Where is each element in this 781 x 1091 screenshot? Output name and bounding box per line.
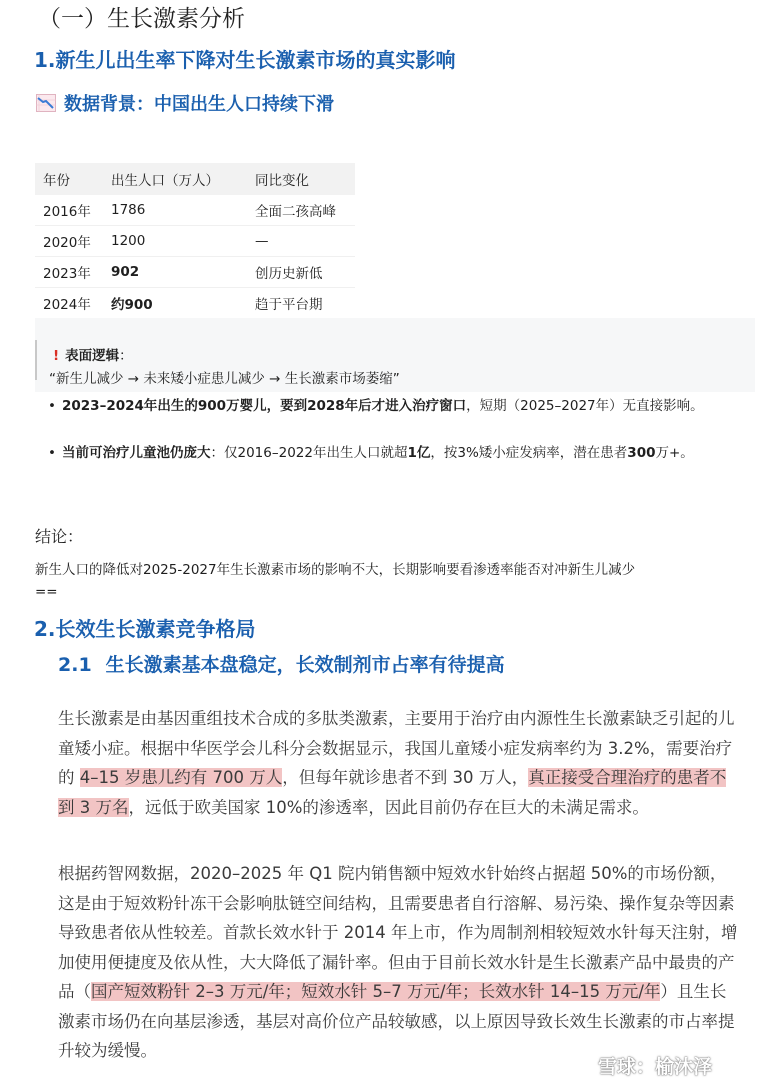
table-cell: 约900 — [103, 288, 247, 319]
bullet-bold: 300 — [627, 445, 656, 461]
table-cell: 902 — [103, 257, 247, 288]
bullet-text: 万+。 — [655, 445, 694, 461]
paragraph-long-acting — [58, 859, 738, 1066]
quote-text: “新生儿减少 → 未来矮小症患儿减少 → 生长激素市场萎缩” — [49, 371, 400, 387]
exclamation-icon: ! — [53, 348, 60, 364]
table-row — [35, 257, 355, 288]
table-cell: 全面二孩高峰 — [247, 195, 355, 226]
birth-population-table — [35, 163, 355, 319]
data-background-heading — [36, 90, 334, 116]
conclusion-text: 新生人口的降低对2025-2027年生长激素市场的影响不大，长期影响要看渗透率能否对冲新生儿减少 — [35, 562, 636, 578]
table-row — [35, 288, 355, 319]
watermark: 雪球：榆沐泽 — [598, 1056, 713, 1078]
subheading-number: 2.1 — [58, 654, 92, 676]
highlight-prices: 国产短效粉针 2–3 万元/年；短效水针 5–7 万元/年；长效水针 14–15 万元/年 — [91, 982, 661, 1001]
subheading-2-1 — [58, 650, 505, 677]
bullet-bold: 1亿 — [407, 445, 431, 461]
table-header: 同比变化 — [247, 163, 355, 195]
table-row — [35, 195, 355, 226]
quote-title-suffix: ： — [119, 348, 133, 364]
section-title: （一）生长激素分析 — [38, 6, 245, 32]
bullet-text: ，短期（2025–2027年）无直接影响。 — [466, 398, 704, 414]
highlight-patients: 4–15 岁患儿约有 700 万人 — [79, 768, 283, 787]
bullet-bold: 2023–2024年出生的900万婴儿，要到2028年后才进入治疗窗口 — [62, 398, 467, 414]
bullet-dot: • — [48, 445, 56, 461]
table-cell: 2016年 — [35, 195, 103, 226]
table-cell: 1786 — [103, 195, 247, 226]
heading-competition: 2.长效生长激素竞争格局 — [34, 617, 256, 641]
data-background-text: 数据背景：中国出生人口持续下滑 — [64, 94, 334, 115]
bullet-dot: • — [48, 398, 56, 414]
table-cell: — — [247, 226, 355, 257]
table-cell: 2024年 — [35, 288, 103, 319]
subheading-text: 生长激素基本盘稳定，长效制剂市占率有待提高 — [105, 654, 505, 676]
paragraph-text: ，远低于欧美国家 10%的渗透率，因此目前仍存在巨大的未满足需求。 — [128, 797, 649, 817]
conclusion-separator: == — [35, 584, 58, 600]
table-header-row — [35, 163, 355, 195]
table-cell: 趋于平台期 — [247, 288, 355, 319]
table-cell: 创历史新低 — [247, 257, 355, 288]
bullet-item — [48, 441, 760, 465]
table-cell: 1200 — [103, 226, 247, 257]
quote-title-text: 表面逻辑 — [65, 348, 120, 364]
paragraph-text: 根据药智网数据，2020–2025 年 Q1 院内销售额中短效水针始终占据超 50%的市场份额，这是由于短效粉针冻干会影响肽链空间结构，且需要患者自行溶解、易污染、操作复杂等因素导致患者依从性较差。首款长效水针于 2014 年上市，作为周制剂相较短效水针每天注射，增加使用便捷度及依从性，大大降低了漏针率。但由于目前长效水针是生长激素产品中最贵的产品（ — [58, 864, 738, 1001]
table-cell: 2020年 — [35, 226, 103, 257]
highlight-treated: 真正接受合理治疗的患者不到 3 万名 — [58, 768, 727, 817]
paragraph-text: ）且生长激素市场仍在向基层渗透，基层对高价位产品较敏感，以上原因导致长效生长激素的市占率提升较为缓慢。 — [58, 982, 735, 1060]
table-header: 年份 — [35, 163, 103, 195]
table-row — [35, 226, 355, 257]
heading-birthrate-impact: 1.新生儿出生率下降对生长激素市场的真实影响 — [34, 48, 456, 72]
paragraph-text: ，但每年就诊患者不到 30 万人， — [282, 768, 529, 787]
bullet-item — [48, 394, 760, 418]
quote-block — [35, 318, 755, 392]
bullet-bold: 当前可治疗儿童池仍庞大 — [62, 445, 211, 461]
paragraph-text: 生长激素是由基因重组技术合成的多肽类激素，主要用于治疗由内源性生长激素缺乏引起的儿童矮小症。根据中华医学会儿科分会数据显示，我国儿童矮小症发病率约为 3.2%，需要治疗的 — [58, 709, 735, 787]
conclusion-label: 结论： — [35, 527, 84, 546]
chart-decreasing-icon — [36, 94, 56, 112]
table-header: 出生人口（万人） — [103, 163, 247, 195]
bullet-text: ，按3%矮小症发病率，潜在患者 — [430, 445, 628, 461]
paragraph-market-overview — [58, 704, 738, 822]
table-cell: 2023年 — [35, 257, 103, 288]
bullet-text: ：仅2016–2022年出生人口就超 — [210, 445, 408, 461]
quote-bar — [35, 340, 37, 380]
quote-title — [53, 344, 133, 364]
